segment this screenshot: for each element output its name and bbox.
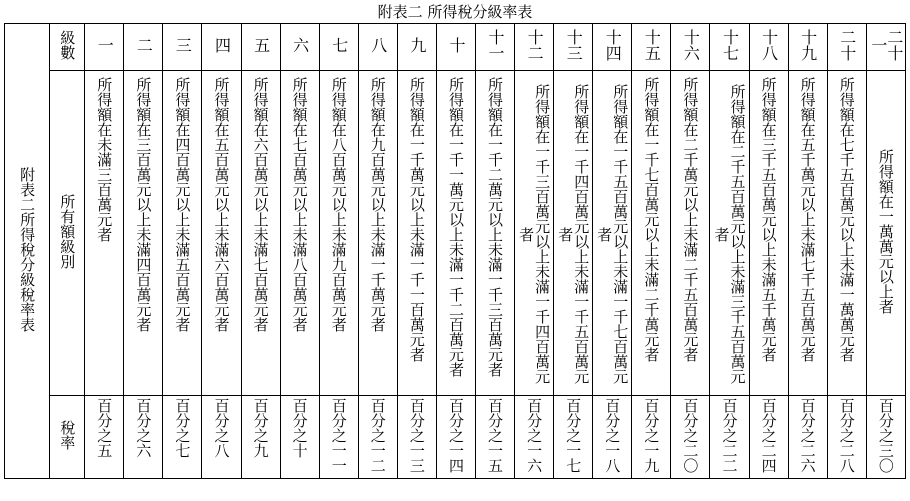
grade-number-cell (827, 24, 866, 71)
income-bracket-cell (827, 71, 866, 396)
tax-rate: 百分之二四 (759, 398, 778, 473)
rate-row-label: 稅率 (58, 420, 77, 450)
tax-rate: 百分之一三 (407, 398, 426, 473)
grade-number-cell (593, 24, 632, 71)
grade-number: 四 (212, 37, 232, 53)
income-bracket-cell (163, 71, 202, 396)
grade-number: 一 (95, 37, 115, 53)
grade-number-cell (124, 24, 163, 71)
income-bracket-cell (749, 71, 788, 396)
grade-number: 二 (134, 37, 154, 53)
grade-number-cell (163, 24, 202, 71)
grade-number-cell (554, 24, 593, 71)
income-bracket: 所得額在四百萬元以上未滿五百萬元者 (173, 77, 192, 332)
income-bracket: 所得額在三千五百萬元以上未滿五千萬元者 (759, 77, 778, 362)
income-bracket-cell (632, 71, 671, 396)
tax-rate-cell (788, 396, 827, 479)
grade-number-cell (710, 24, 749, 71)
grade-number: 二十一 (868, 29, 904, 61)
income-bracket: 所得額在五千萬元以上未滿七千五百萬元者 (798, 77, 817, 362)
tax-rate-table (4, 23, 906, 479)
bracket-label-cell (50, 71, 85, 396)
income-bracket: 所得額在一千七百萬元以上未滿二千萬元者 (642, 77, 661, 362)
grade-number-cell (476, 24, 515, 71)
tax-rate-cell (710, 396, 749, 479)
grade-number: 十四 (603, 29, 623, 61)
grade-number-cell (397, 24, 436, 71)
income-bracket-cell (593, 71, 632, 396)
tax-rate-cell (827, 396, 866, 479)
tax-rate: 百分之一七 (564, 398, 583, 473)
grade-number: 三 (173, 37, 193, 53)
income-bracket: 所得額在二千萬元以上未滿二千五百萬元者 (681, 77, 700, 362)
side-label: 附表二所得稅分級稅率表 (18, 166, 37, 332)
income-bracket-cell (671, 71, 710, 396)
tax-rate: 百分之一五 (486, 398, 505, 473)
income-bracket: 所得額在九百萬元以上未滿一千萬元者 (368, 77, 387, 332)
income-bracket-cell (280, 71, 319, 396)
grade-number-cell (749, 24, 788, 71)
grade-number: 十九 (798, 29, 818, 61)
income-bracket: 所得額在一千四百萬元以上未滿一千五百萬元者 (556, 84, 591, 384)
tax-rate: 百分之八 (212, 398, 231, 458)
income-bracket-cell (710, 71, 749, 396)
grade-number-cell (515, 24, 554, 71)
grade-number: 十 (446, 37, 466, 53)
grade-number: 五 (251, 37, 271, 53)
income-bracket: 所得額在五百萬元以上未滿六百萬元者 (212, 77, 231, 332)
tax-rate-cell (202, 396, 241, 479)
tax-rate-cell (436, 396, 475, 479)
grade-number: 十一 (486, 29, 506, 61)
tax-rate: 百分之五 (95, 398, 114, 458)
tax-rate-cell (632, 396, 671, 479)
grade-number-cell (241, 24, 280, 71)
tax-rate-cell (866, 396, 905, 479)
tax-rate: 百分之一二 (368, 398, 387, 473)
grade-number: 十七 (720, 29, 740, 61)
tax-rate-cell (671, 396, 710, 479)
tax-rate: 百分之六 (134, 398, 153, 458)
tax-rate: 百分之一九 (642, 398, 661, 473)
tax-rate: 百分之十 (290, 398, 309, 458)
income-bracket-cell (358, 71, 397, 396)
income-bracket-cell (241, 71, 280, 396)
income-bracket-cell (436, 71, 475, 396)
income-bracket: 所得額在一千五百萬元以上未滿一千七百萬元者 (595, 84, 630, 384)
tax-rate: 百分之一一 (329, 398, 348, 473)
tax-rate-cell (280, 396, 319, 479)
tax-rate-cell (124, 396, 163, 479)
tax-rate: 百分之一八 (603, 398, 622, 473)
grade-row-label: 級數 (58, 30, 77, 60)
income-bracket: 所得額在七千五百萬元以上未滿一萬萬元者 (837, 77, 856, 362)
tax-rate-cell (749, 396, 788, 479)
income-bracket: 所得額在六百萬元以上未滿七百萬元者 (251, 77, 270, 332)
grade-number: 七 (329, 37, 349, 53)
income-bracket: 所得額在未滿三百萬元者 (95, 77, 114, 242)
grade-number: 八 (368, 37, 388, 53)
tax-rate: 百分之二八 (837, 398, 856, 473)
tax-rate: 百分之一六 (525, 398, 544, 473)
grade-number-cell (632, 24, 671, 71)
income-bracket: 所得額在八百萬元以上未滿九百萬元者 (329, 77, 348, 332)
income-bracket: 所得額在七百萬元以上未滿八百萬元者 (290, 77, 309, 332)
grade-number: 十六 (681, 29, 701, 61)
page-title: 附表二 所得稅分級率表 (377, 3, 533, 21)
income-bracket-cell (124, 71, 163, 396)
grade-number: 十三 (564, 29, 584, 61)
income-bracket: 所得額在一千萬元以上未滿一千一百萬元者 (407, 77, 426, 362)
tax-rate-cell (593, 396, 632, 479)
income-bracket-cell (319, 71, 358, 396)
tax-rate-cell (319, 396, 358, 479)
income-bracket: 所得額在一千三百萬元以上未滿一千四百萬元者 (517, 84, 552, 384)
tax-rate-cell (241, 396, 280, 479)
grade-number: 六 (290, 37, 310, 53)
income-bracket-cell (397, 71, 436, 396)
side-label-cell (5, 24, 50, 479)
grade-number-cell (671, 24, 710, 71)
income-bracket-cell (866, 71, 905, 396)
tax-rate: 百分之七 (173, 398, 192, 458)
tax-rate: 百分之二二 (720, 398, 739, 473)
income-bracket: 所得額在一千二萬元以上未滿一千三百萬元者 (486, 77, 505, 377)
grade-number: 九 (407, 37, 427, 53)
grade-number-cell (319, 24, 358, 71)
grade-number: 二十 (837, 29, 857, 61)
income-bracket-cell (85, 71, 124, 396)
tax-rate-cell (85, 396, 124, 479)
income-bracket-cell (476, 71, 515, 396)
income-bracket: 所得額在三百萬元以上未滿四百萬元者 (134, 77, 153, 332)
tax-rate: 百分之九 (251, 398, 270, 458)
tax-rate-cell (358, 396, 397, 479)
tax-rate-cell (397, 396, 436, 479)
grade-number-cell (280, 24, 319, 71)
grade-number-cell (436, 24, 475, 71)
grade-number: 十五 (642, 29, 662, 61)
grade-number-cell (202, 24, 241, 71)
grade-label-cell (50, 24, 85, 71)
tax-rate-cell (554, 396, 593, 479)
income-bracket-cell (202, 71, 241, 396)
grade-number-cell (866, 24, 905, 71)
income-bracket: 所得額在一千一萬元以上未滿一千二百萬元者 (446, 77, 465, 377)
bracket-row-label: 所有額級別 (58, 193, 77, 269)
income-bracket-cell (554, 71, 593, 396)
grade-number-cell (358, 24, 397, 71)
tax-rate-cell (515, 396, 554, 479)
tax-rate: 百分之二〇 (681, 398, 700, 473)
rate-label-cell (50, 396, 85, 479)
grade-number-cell (788, 24, 827, 71)
tax-rate: 百分之三〇 (876, 398, 895, 473)
tax-rate-cell (163, 396, 202, 479)
grade-number: 十八 (759, 29, 779, 61)
tax-rate-cell (476, 396, 515, 479)
income-bracket: 所得額在二千五百萬元以上未滿三千五百萬元者 (712, 84, 747, 384)
tax-rate: 百分之二六 (798, 398, 817, 473)
grade-number-cell (85, 24, 124, 71)
income-bracket-cell (788, 71, 827, 396)
tax-rate: 百分之一四 (446, 398, 465, 473)
grade-number: 十二 (525, 29, 545, 61)
income-bracket-cell (515, 71, 554, 396)
income-bracket: 所得額在一萬萬元以上者 (876, 148, 895, 314)
